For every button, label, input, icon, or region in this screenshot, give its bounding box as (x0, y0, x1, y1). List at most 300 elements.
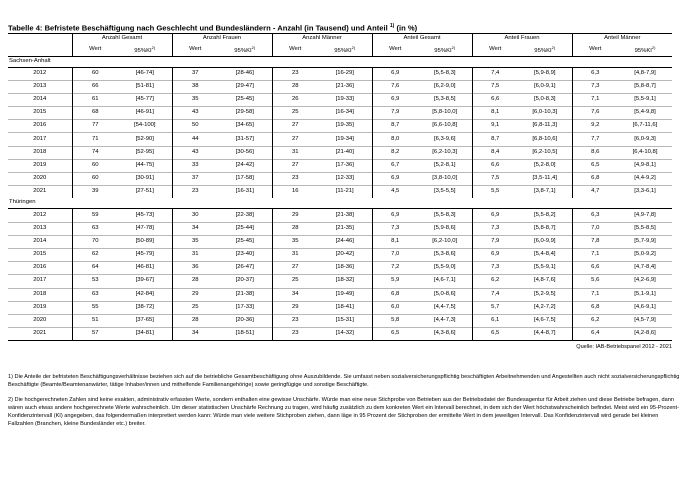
ci-cell: [4,2-7,2] (518, 301, 572, 314)
value-cell: 6,7 (372, 159, 418, 172)
table-row (8, 133, 672, 146)
value-cell: 6,9 (472, 209, 518, 222)
ci-cell: [4,2-6,9] (618, 275, 672, 288)
value-cell: 6,4 (572, 328, 618, 341)
value-cell: 8,0 (372, 133, 418, 146)
year-cell: 2018 (8, 146, 72, 159)
value-cell: 8,4 (472, 146, 518, 159)
footnote-1: 1) Die Anteile der befristeten Beschäftigungsverhältnisse beziehen sich auf die betriebliche Gesamtbeschäftigung ohne Auszubildende. Sie umfasst neben sozialversicherungspflichtig beschäftigten Arbeitnehmenden und Angestellten auch nicht sozialversicherungspflichtig Beschäftigte (Beamte/Beamtenanwärter, tätige Inhaber/innen und mithelfende Familienangehörige) sowie geringfügige und sonstige Beschäftigte. (8, 374, 680, 389)
ci-cell: [3,8-7,1] (518, 186, 572, 199)
value-cell: 7,9 (372, 107, 418, 120)
ci-cell: [3,5-5,5] (418, 186, 472, 199)
value-cell: 7,7 (572, 133, 618, 146)
value-cell: 23 (272, 67, 318, 80)
ci-cell: [11-21] (318, 186, 372, 199)
value-cell: 16 (272, 186, 318, 199)
year-cell: 2015 (8, 248, 72, 261)
value-cell: 23 (172, 186, 218, 199)
ci-cell: [30-56] (218, 146, 272, 159)
value-cell: 6,9 (472, 248, 518, 261)
value-cell: 9,1 (472, 120, 518, 133)
ci-cell: [21-35] (318, 222, 372, 235)
group-header: Anteil Gesamt (372, 33, 472, 45)
ci-cell: [5,3-8,5] (418, 93, 472, 106)
table-row (8, 146, 672, 159)
value-cell: 7,5 (472, 80, 518, 93)
ci-cell: [28-46] (218, 67, 272, 80)
value-cell: 31 (272, 146, 318, 159)
value-cell: 7,3 (472, 262, 518, 275)
header-corner (8, 45, 72, 57)
year-cell: 2016 (8, 120, 72, 133)
sub-header-wert: Wert (372, 45, 418, 57)
table-row (8, 67, 672, 80)
ci-cell: [6,0-9,3] (618, 133, 672, 146)
ci-cell: [29-47] (218, 80, 272, 93)
ci-cell: [4,4-8,7] (518, 328, 572, 341)
value-cell: 6,6 (572, 262, 618, 275)
ci-cell: [19-34] (318, 133, 372, 146)
title-text: Tabelle 4: Befristete Beschäftigung nach Geschlecht und Bundesländern - Anzahl (in Tausend) und Anteil (8, 23, 388, 33)
value-cell: 8,7 (372, 120, 418, 133)
value-cell: 7,3 (572, 80, 618, 93)
value-cell: 6,5 (372, 328, 418, 341)
year-cell: 2020 (8, 314, 72, 327)
value-cell: 8,1 (472, 107, 518, 120)
value-cell: 23 (272, 173, 318, 186)
value-cell: 29 (172, 288, 218, 301)
ci-cell: [5,1-9,1] (618, 288, 672, 301)
value-cell: 25 (172, 301, 218, 314)
value-cell: 6,3 (572, 209, 618, 222)
value-cell: 38 (172, 80, 218, 93)
ci-cell: [6,6-10,8] (418, 120, 472, 133)
ci-cell: [34-81] (118, 328, 172, 341)
value-cell: 27 (272, 133, 318, 146)
year-cell: 2021 (8, 186, 72, 199)
value-cell: 6,8 (572, 173, 618, 186)
value-cell: 7,1 (572, 248, 618, 261)
table-row (8, 80, 672, 93)
year-cell: 2012 (8, 209, 72, 222)
value-cell: 7,3 (472, 222, 518, 235)
year-cell: 2018 (8, 288, 72, 301)
ci-cell: [21-38] (318, 209, 372, 222)
year-cell: 2020 (8, 173, 72, 186)
ci-cell: [44-75] (118, 159, 172, 172)
ci-cell: [15-31] (318, 314, 372, 327)
sub-header-wert: Wert (472, 45, 518, 57)
ci-cell: [5,8-10,0] (418, 107, 472, 120)
ci-cell: [46-74] (118, 67, 172, 80)
group-header: Anteil Männer (572, 33, 672, 45)
value-cell: 74 (72, 146, 118, 159)
table-row (8, 173, 672, 186)
value-cell: 62 (72, 248, 118, 261)
value-cell: 28 (172, 314, 218, 327)
ci-cell: [45-79] (118, 248, 172, 261)
ci-cell: [5,3-8,6] (418, 248, 472, 261)
region-label: Sachsen-Anhalt (8, 56, 672, 67)
value-cell: 28 (272, 222, 318, 235)
value-cell: 6,2 (572, 314, 618, 327)
ci-cell: [37-65] (118, 314, 172, 327)
ci-cell: [21-38] (218, 288, 272, 301)
ci-cell: [54-100] (118, 120, 172, 133)
value-cell: 31 (172, 248, 218, 261)
table-row (8, 159, 672, 172)
value-cell: 23 (272, 328, 318, 341)
ci-cell: [26-47] (218, 262, 272, 275)
ci-cell: [45-77] (118, 93, 172, 106)
table-title (8, 22, 694, 33)
ci-cell: [46-81] (118, 262, 172, 275)
value-cell: 8,1 (372, 235, 418, 248)
value-cell: 6,9 (372, 173, 418, 186)
year-cell: 2015 (8, 107, 72, 120)
value-cell: 5,7 (472, 301, 518, 314)
table-row (8, 93, 672, 106)
value-cell: 7,0 (372, 248, 418, 261)
table-row (8, 328, 672, 341)
ci-cell: [20-37] (218, 275, 272, 288)
ci-cell: [47-78] (118, 222, 172, 235)
year-cell: 2017 (8, 133, 72, 146)
ci-cell: [29-58] (218, 107, 272, 120)
value-cell: 37 (172, 67, 218, 80)
value-cell: 34 (272, 288, 318, 301)
value-cell: 6,8 (372, 288, 418, 301)
year-cell: 2014 (8, 93, 72, 106)
ci-cell: [4,6-7,1] (418, 275, 472, 288)
value-cell: 4,7 (572, 186, 618, 199)
group-header: Anteil Frauen (472, 33, 572, 45)
document (8, 22, 694, 429)
ci-cell: [5,4-8,4] (518, 248, 572, 261)
ci-cell: [16-34] (318, 107, 372, 120)
ci-cell: [5,2-8,0] (518, 159, 572, 172)
value-cell: 51 (72, 314, 118, 327)
value-cell: 6,5 (572, 159, 618, 172)
ci-cell: [5,5-9,1] (518, 262, 572, 275)
group-header: Anzahl Gesamt (72, 33, 172, 45)
ci-cell: [46-91] (118, 107, 172, 120)
sub-header-ki: 95%KI$^{2)}$ (234, 44, 256, 54)
ci-cell: [4,8-7,9] (618, 67, 672, 80)
sub-header-wert: Wert (272, 45, 318, 57)
ci-cell: [5,9-8,6] (418, 222, 472, 235)
ci-cell: [6,8-11,3] (518, 120, 572, 133)
value-cell: 5,8 (372, 314, 418, 327)
table-row (8, 262, 672, 275)
ci-cell: [6,4-10,8] (618, 146, 672, 159)
value-cell: 27 (272, 120, 318, 133)
ci-cell: [20-42] (318, 248, 372, 261)
ci-cell: [21-36] (318, 80, 372, 93)
value-cell: 25 (272, 275, 318, 288)
year-cell: 2014 (8, 235, 72, 248)
value-cell: 29 (272, 209, 318, 222)
ci-cell: [12-33] (318, 173, 372, 186)
ci-cell: [4,4-7,3] (418, 314, 472, 327)
sub-header-ki: 95%KI$^{2)}$ (334, 44, 356, 54)
data-table (8, 33, 672, 342)
value-cell: 77 (72, 120, 118, 133)
ci-cell: [4,3-8,6] (418, 328, 472, 341)
ci-cell: [21-40] (318, 146, 372, 159)
ci-cell: [24-46] (318, 235, 372, 248)
ci-cell: [6,0-9,9] (518, 235, 572, 248)
group-header-row (8, 33, 672, 45)
ci-cell: [6,0-10,3] (518, 107, 572, 120)
value-cell: 27 (272, 262, 318, 275)
value-cell: 6,6 (472, 159, 518, 172)
ci-cell: [4,9-8,1] (618, 159, 672, 172)
title-footnote-mark: 1) (389, 23, 395, 29)
value-cell: 35 (172, 235, 218, 248)
table-row (8, 248, 672, 261)
ci-cell: [52-95] (118, 146, 172, 159)
value-cell: 6,6 (472, 93, 518, 106)
ci-cell: [5,5-9,1] (618, 93, 672, 106)
value-cell: 6,0 (372, 301, 418, 314)
source-note: Quelle: IAB-Betriebspanel 2012 - 2021 (576, 344, 672, 351)
value-cell: 43 (172, 107, 218, 120)
value-cell: 66 (72, 80, 118, 93)
value-cell: 33 (172, 159, 218, 172)
ci-cell: [4,6-9,1] (618, 301, 672, 314)
ci-cell: [19-33] (318, 93, 372, 106)
year-cell: 2016 (8, 262, 72, 275)
ci-cell: [45-73] (118, 209, 172, 222)
ci-cell: [6,2-10,3] (418, 146, 472, 159)
ci-cell: [5,8-8,7] (518, 222, 572, 235)
ci-cell: [16-31] (218, 186, 272, 199)
ci-cell: [17-58] (218, 173, 272, 186)
ci-cell: [6,8-10,6] (518, 133, 572, 146)
group-header: Anzahl Männer (272, 33, 372, 45)
value-cell: 55 (72, 301, 118, 314)
ci-cell: [4,9-7,8] (618, 209, 672, 222)
year-cell: 2019 (8, 301, 72, 314)
ci-cell: [4,8-7,6] (518, 275, 572, 288)
ci-cell: [17-36] (318, 159, 372, 172)
ci-cell: [3,8-10,0] (418, 173, 472, 186)
sub-header-ki: 95%KI$^{2)}$ (534, 44, 556, 54)
ci-cell: [38-72] (118, 301, 172, 314)
value-cell: 7,0 (572, 222, 618, 235)
value-cell: 6,8 (572, 301, 618, 314)
value-cell: 6,2 (472, 275, 518, 288)
ci-cell: [5,7-9,9] (618, 235, 672, 248)
value-cell: 34 (172, 328, 218, 341)
ci-cell: [4,6-7,5] (518, 314, 572, 327)
ci-cell: [25-44] (218, 222, 272, 235)
sub-header-wert: Wert (172, 45, 218, 57)
ci-cell: [39-67] (118, 275, 172, 288)
value-cell: 6,9 (372, 93, 418, 106)
value-cell: 4,5 (372, 186, 418, 199)
ci-cell: [19-35] (318, 120, 372, 133)
value-cell: 28 (172, 275, 218, 288)
table-row (8, 301, 672, 314)
ci-cell: [16-29] (318, 67, 372, 80)
value-cell: 30 (172, 209, 218, 222)
ci-cell: [27-51] (118, 186, 172, 199)
year-cell: 2021 (8, 328, 72, 341)
value-cell: 31 (272, 248, 318, 261)
region-label: Thüringen (9, 199, 36, 206)
table-body (8, 56, 672, 341)
sub-header-row (8, 45, 672, 57)
ci-cell: [34-65] (218, 120, 272, 133)
sub-header-wert: Wert (572, 45, 618, 57)
table-row (8, 314, 672, 327)
value-cell: 61 (72, 93, 118, 106)
value-cell: 8,6 (572, 146, 618, 159)
value-cell: 34 (172, 222, 218, 235)
ci-cell: [5,5-8,2] (518, 209, 572, 222)
value-cell: 57 (72, 328, 118, 341)
ci-cell: [5,0-8,6] (418, 288, 472, 301)
year-cell: 2012 (8, 67, 72, 80)
ci-cell: [18-41] (318, 301, 372, 314)
table-row (8, 107, 672, 120)
value-cell: 7,4 (472, 67, 518, 80)
ci-cell: [19-49] (318, 288, 372, 301)
group-header: Anzahl Frauen (172, 33, 272, 45)
table-row (8, 120, 672, 133)
year-cell: 2013 (8, 80, 72, 93)
ci-cell: [20-36] (218, 314, 272, 327)
ci-cell: [4,2-8,6] (618, 328, 672, 341)
value-cell: 50 (172, 120, 218, 133)
table-row (8, 186, 672, 199)
value-cell: 7,3 (372, 222, 418, 235)
ci-cell: [17-33] (218, 301, 272, 314)
value-cell: 27 (272, 159, 318, 172)
value-cell: 7,8 (572, 235, 618, 248)
ci-cell: [3,5-11,4] (518, 173, 572, 186)
ci-cell: [5,5-8,3] (418, 67, 472, 80)
ci-cell: [5,9-8,9] (518, 67, 572, 80)
footnote-2: 2) Die hochgerechneten Zahlen sind keine exakten, administrativ erfassten Werte, sondern enthalten eine gewisse Unschärfe. Würde man eine neue Stichprobe von Betrieben aus der Betriebsdatei der Bundesagentur für Arbeit ziehen und diese Betriebe befragen, dann wären auch etwas andere hochgerechnete Werte wahrscheinlich. Um dieser statistischen Unschärfe Rechnung zu tragen, wird häufig zusätzlich zu dem konkreten Wert ein Intervall berechnet, in dem sich der Wert höchstwahrscheinlich befindet. Meist wird ein 95-Prozent-Konfidenzintervall (KI) angegeben, das folgendermaßen interpretiert werden kann: Würde man viele weitere Stichproben ziehen, dann läge in 95 Prozent der Stichproben der ermittelte Wert in dem jeweiligen Intervall. Das Konfidenzintervall wird gerade bei kleinen Fallzahlen (Branchen, kleine Bundesländer etc.) breiter. (8, 396, 679, 428)
year-cell: 2019 (8, 159, 72, 172)
value-cell: 37 (172, 173, 218, 186)
value-cell: 63 (72, 288, 118, 301)
ci-cell: [31-57] (218, 133, 272, 146)
ci-cell: [6,2-10,5] (518, 146, 572, 159)
header-corner (8, 33, 72, 45)
table-row (8, 235, 672, 248)
value-cell: 23 (272, 314, 318, 327)
ci-cell: [5,0-9,2] (618, 248, 672, 261)
sub-header-ki: 95%KI$^{2)}$ (434, 44, 456, 54)
value-cell: 60 (72, 173, 118, 186)
table-row (8, 275, 672, 288)
value-cell: 6,5 (472, 328, 518, 341)
ci-cell: [25-45] (218, 93, 272, 106)
value-cell: 7,2 (372, 262, 418, 275)
value-cell: 70 (72, 235, 118, 248)
sub-header-ki: 95%KI$^{2)}$ (134, 44, 156, 54)
value-cell: 28 (272, 80, 318, 93)
ci-cell: [6,2-9,0] (418, 80, 472, 93)
year-cell: 2013 (8, 222, 72, 235)
value-cell: 44 (172, 133, 218, 146)
value-cell: 6,1 (472, 314, 518, 327)
ci-cell: [5,2-9,5] (518, 288, 572, 301)
ci-cell: [50-89] (118, 235, 172, 248)
value-cell: 8,7 (472, 133, 518, 146)
value-cell: 7,1 (572, 288, 618, 301)
value-cell: 63 (72, 222, 118, 235)
ci-cell: [5,4-9,8] (618, 107, 672, 120)
region-header-row (8, 56, 672, 67)
value-cell: 68 (72, 107, 118, 120)
value-cell: 53 (72, 275, 118, 288)
ci-cell: [6,0-9,1] (518, 80, 572, 93)
table-row (8, 222, 672, 235)
ci-cell: [4,5-7,9] (618, 314, 672, 327)
ci-cell: [5,5-8,3] (418, 209, 472, 222)
ci-cell: [51-81] (118, 80, 172, 93)
ci-cell: [30-91] (118, 173, 172, 186)
ci-cell: [5,8-8,7] (618, 80, 672, 93)
value-cell: 43 (172, 146, 218, 159)
value-cell: 8,2 (372, 146, 418, 159)
ci-cell: [25-45] (218, 235, 272, 248)
value-cell: 7,4 (472, 288, 518, 301)
value-cell: 5,6 (572, 275, 618, 288)
value-cell: 36 (172, 262, 218, 275)
value-cell: 7,5 (472, 173, 518, 186)
value-cell: 64 (72, 262, 118, 275)
value-cell: 7,6 (372, 80, 418, 93)
value-cell: 7,1 (572, 93, 618, 106)
ci-cell: [18-51] (218, 328, 272, 341)
ci-cell: [42-84] (118, 288, 172, 301)
value-cell: 7,9 (472, 235, 518, 248)
ci-cell: [22-38] (218, 209, 272, 222)
ci-cell: [6,2-10,0] (418, 235, 472, 248)
ci-cell: [4,4-9,2] (618, 173, 672, 186)
title-suffix: (in %) (396, 23, 418, 33)
ci-cell: [3,3-6,1] (618, 186, 672, 199)
value-cell: 60 (72, 67, 118, 80)
value-cell: 35 (172, 93, 218, 106)
ci-cell: [14-32] (318, 328, 372, 341)
ci-cell: [4,4-7,5] (418, 301, 472, 314)
value-cell: 6,3 (572, 67, 618, 80)
value-cell: 26 (272, 93, 318, 106)
value-cell: 6,9 (372, 209, 418, 222)
ci-cell: [6,7-11,6] (618, 120, 672, 133)
year-cell: 2017 (8, 275, 72, 288)
value-cell: 7,6 (572, 107, 618, 120)
ci-cell: [5,2-8,1] (418, 159, 472, 172)
value-cell: 59 (72, 209, 118, 222)
ci-cell: [5,0-8,3] (518, 93, 572, 106)
ci-cell: [18-32] (318, 275, 372, 288)
value-cell: 39 (72, 186, 118, 199)
region-header-row (8, 198, 672, 209)
value-cell: 71 (72, 133, 118, 146)
value-cell: 5,5 (472, 186, 518, 199)
sub-header-wert: Wert (72, 45, 118, 57)
table-row (8, 288, 672, 301)
table-row (8, 209, 672, 222)
